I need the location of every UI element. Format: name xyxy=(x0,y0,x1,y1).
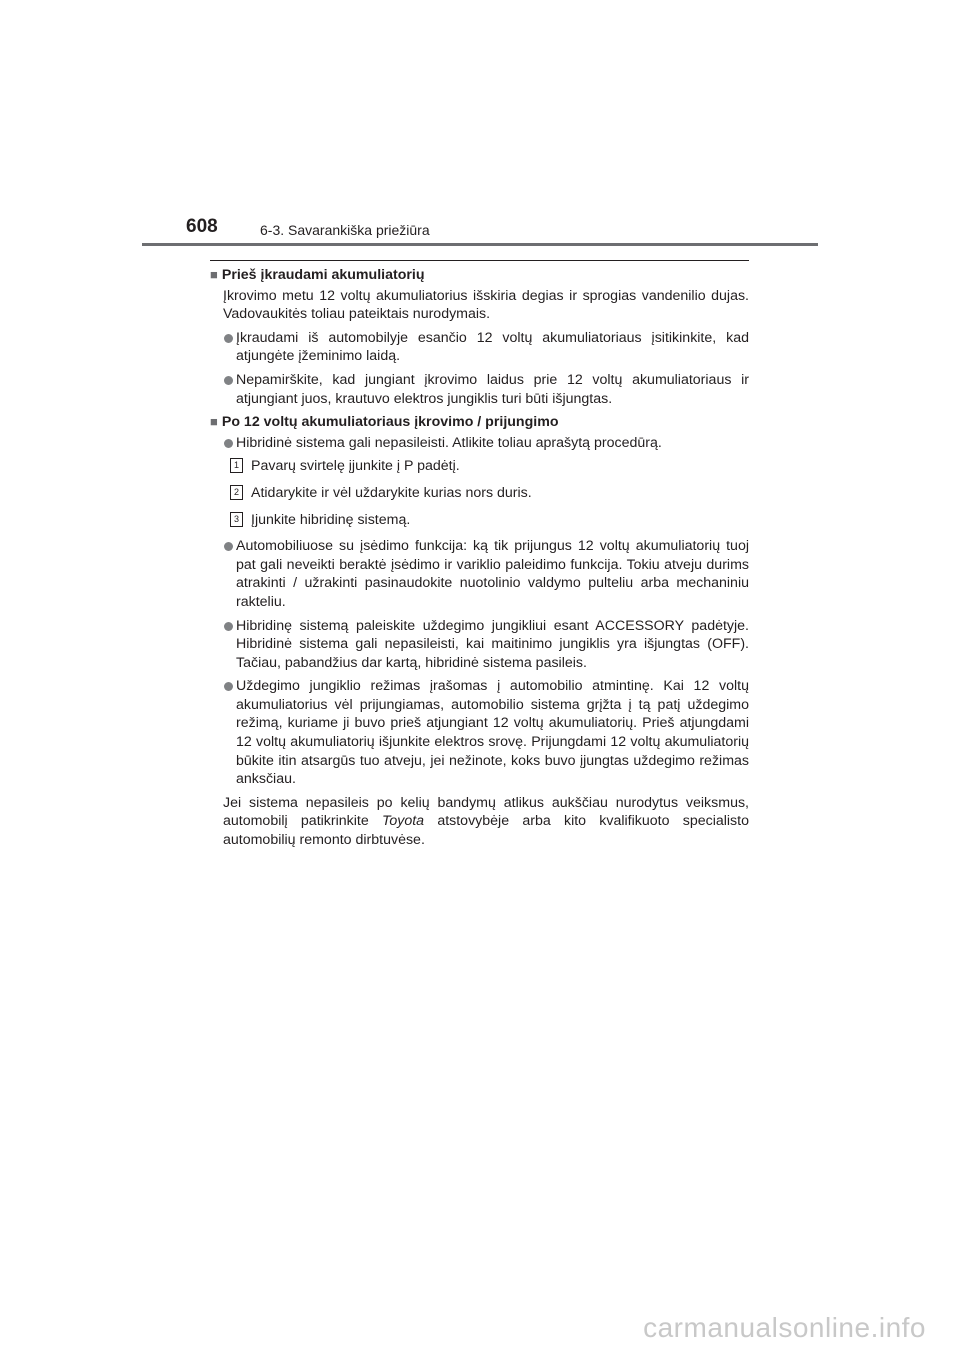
intro-paragraph: Įkrovimo metu 12 voltų akumuliatorius išskiria degias ir sprogias vandenilio dujas. Vadovaukitės toliau pateiktais nurodymais. xyxy=(223,287,749,323)
step-number: 2 xyxy=(230,485,243,500)
bullet-text: Hibridinę sistemą paleiskite uždegimo jungikliui esant ACCESSORY padėtyje. Hibridinė sistema gali nepasileisti, kai maitinimo jungiklis yra išjungtas (OFF). Tačiau, pabandžius dar kartą, hibridinė sistema pasileis. xyxy=(236,617,749,671)
step-item xyxy=(210,484,749,503)
watermark: carmanualsonline.info xyxy=(643,1312,926,1343)
bullet-text: Hibridinė sistema gali nepasileisti. Atlikite toliau aprašytą procedūrą. xyxy=(236,434,662,451)
step-text: Atidarykite ir vėl uždarykite kurias nors duris. xyxy=(251,484,532,501)
header-rule xyxy=(142,243,818,246)
closing-text-after: atstovybėje arba kito kvalifikuoto specialisto automobilių remonto dirbtuvėse. xyxy=(223,813,749,849)
brand-name: Toyota xyxy=(381,813,425,830)
square-bullet-icon: ■ xyxy=(210,267,218,282)
bullet-item xyxy=(210,371,749,408)
round-bullet-icon xyxy=(224,376,233,385)
step-item xyxy=(210,511,749,530)
bullet-item xyxy=(210,677,749,789)
bullet-item xyxy=(210,434,749,453)
bullet-text: Nepamirškite, kad jungiant įkrovimo laidus prie 12 voltų akumuliatoriaus ir atjungiant juos, krautuvo elektros jungiklis turi būti išjungtas. xyxy=(236,371,749,407)
round-bullet-icon xyxy=(224,439,233,448)
heading-text: Prieš įkraudami akumuliatorių xyxy=(221,267,425,283)
step-item xyxy=(210,457,749,476)
bullet-text: Įkraudami iš automobilyje esančio 12 voltų akumuliatoriaus įsitikinkite, kad atjungėte įžeminimo laidą. xyxy=(236,329,749,365)
square-bullet-icon: ■ xyxy=(210,414,218,430)
section-heading-before-charging xyxy=(210,266,749,285)
step-number: 1 xyxy=(230,458,243,473)
round-bullet-icon xyxy=(224,334,233,343)
bullet-item xyxy=(210,617,749,673)
section-heading-after-charging xyxy=(210,413,749,432)
bullet-item xyxy=(210,537,749,611)
closing-paragraph xyxy=(223,794,749,850)
round-bullet-icon xyxy=(224,682,233,691)
closing-text-before: Jei sistema nepasileis po kelių bandymų atlikus aukščiau nurodytus veiksmus, automobilį patikrinkite xyxy=(223,794,749,830)
heading-text: Po 12 voltų akumuliatoriaus įkrovimo / prijungimo xyxy=(221,414,559,431)
step-text: Įjunkite hibridinę sistemą. xyxy=(251,511,411,528)
page-number: 608 xyxy=(186,216,218,237)
round-bullet-icon xyxy=(224,542,233,551)
round-bullet-icon xyxy=(224,622,233,631)
page-content xyxy=(210,260,749,855)
step-text: Pavarų svirtelę įjunkite į P padėtį. xyxy=(251,458,460,475)
bullet-text: Automobiliuose su įsėdimo funkcija: ką tik prijungus 12 voltų akumuliatorių tuoj pat gali neveikti beraktė įsėdimo ir variklio paleidimo funkcija. Tokiu atveju durims atrakinti / užrakinti pasinaudokite nuotolinio valdymo pulteliu arba mechaniniu rakteliu. xyxy=(236,538,749,610)
step-number: 3 xyxy=(230,512,243,527)
bullet-text: Uždegimo jungiklio režimas įrašomas į automobilio atmintinę. Kai 12 voltų akumuliatorius vėl prijungiamas, automobilio sistema grįžta į tą patį uždegimo režimą, kuriame ji buvo prieš atjungiant 12 voltų akumuliatorių. Prieš atjungdami 12 voltų akumuliatorių išjunkite elektros srovę. Prijungdami 12 voltų akumuliatorių būkite itin atsargūs tuo atveju, jei nežinote, koks buvo įjungtas uždegimo režimas anksčiau. xyxy=(236,678,749,788)
bullet-item xyxy=(210,329,749,366)
section-title: 6-3. Savarankiška priežiūra xyxy=(260,222,430,238)
